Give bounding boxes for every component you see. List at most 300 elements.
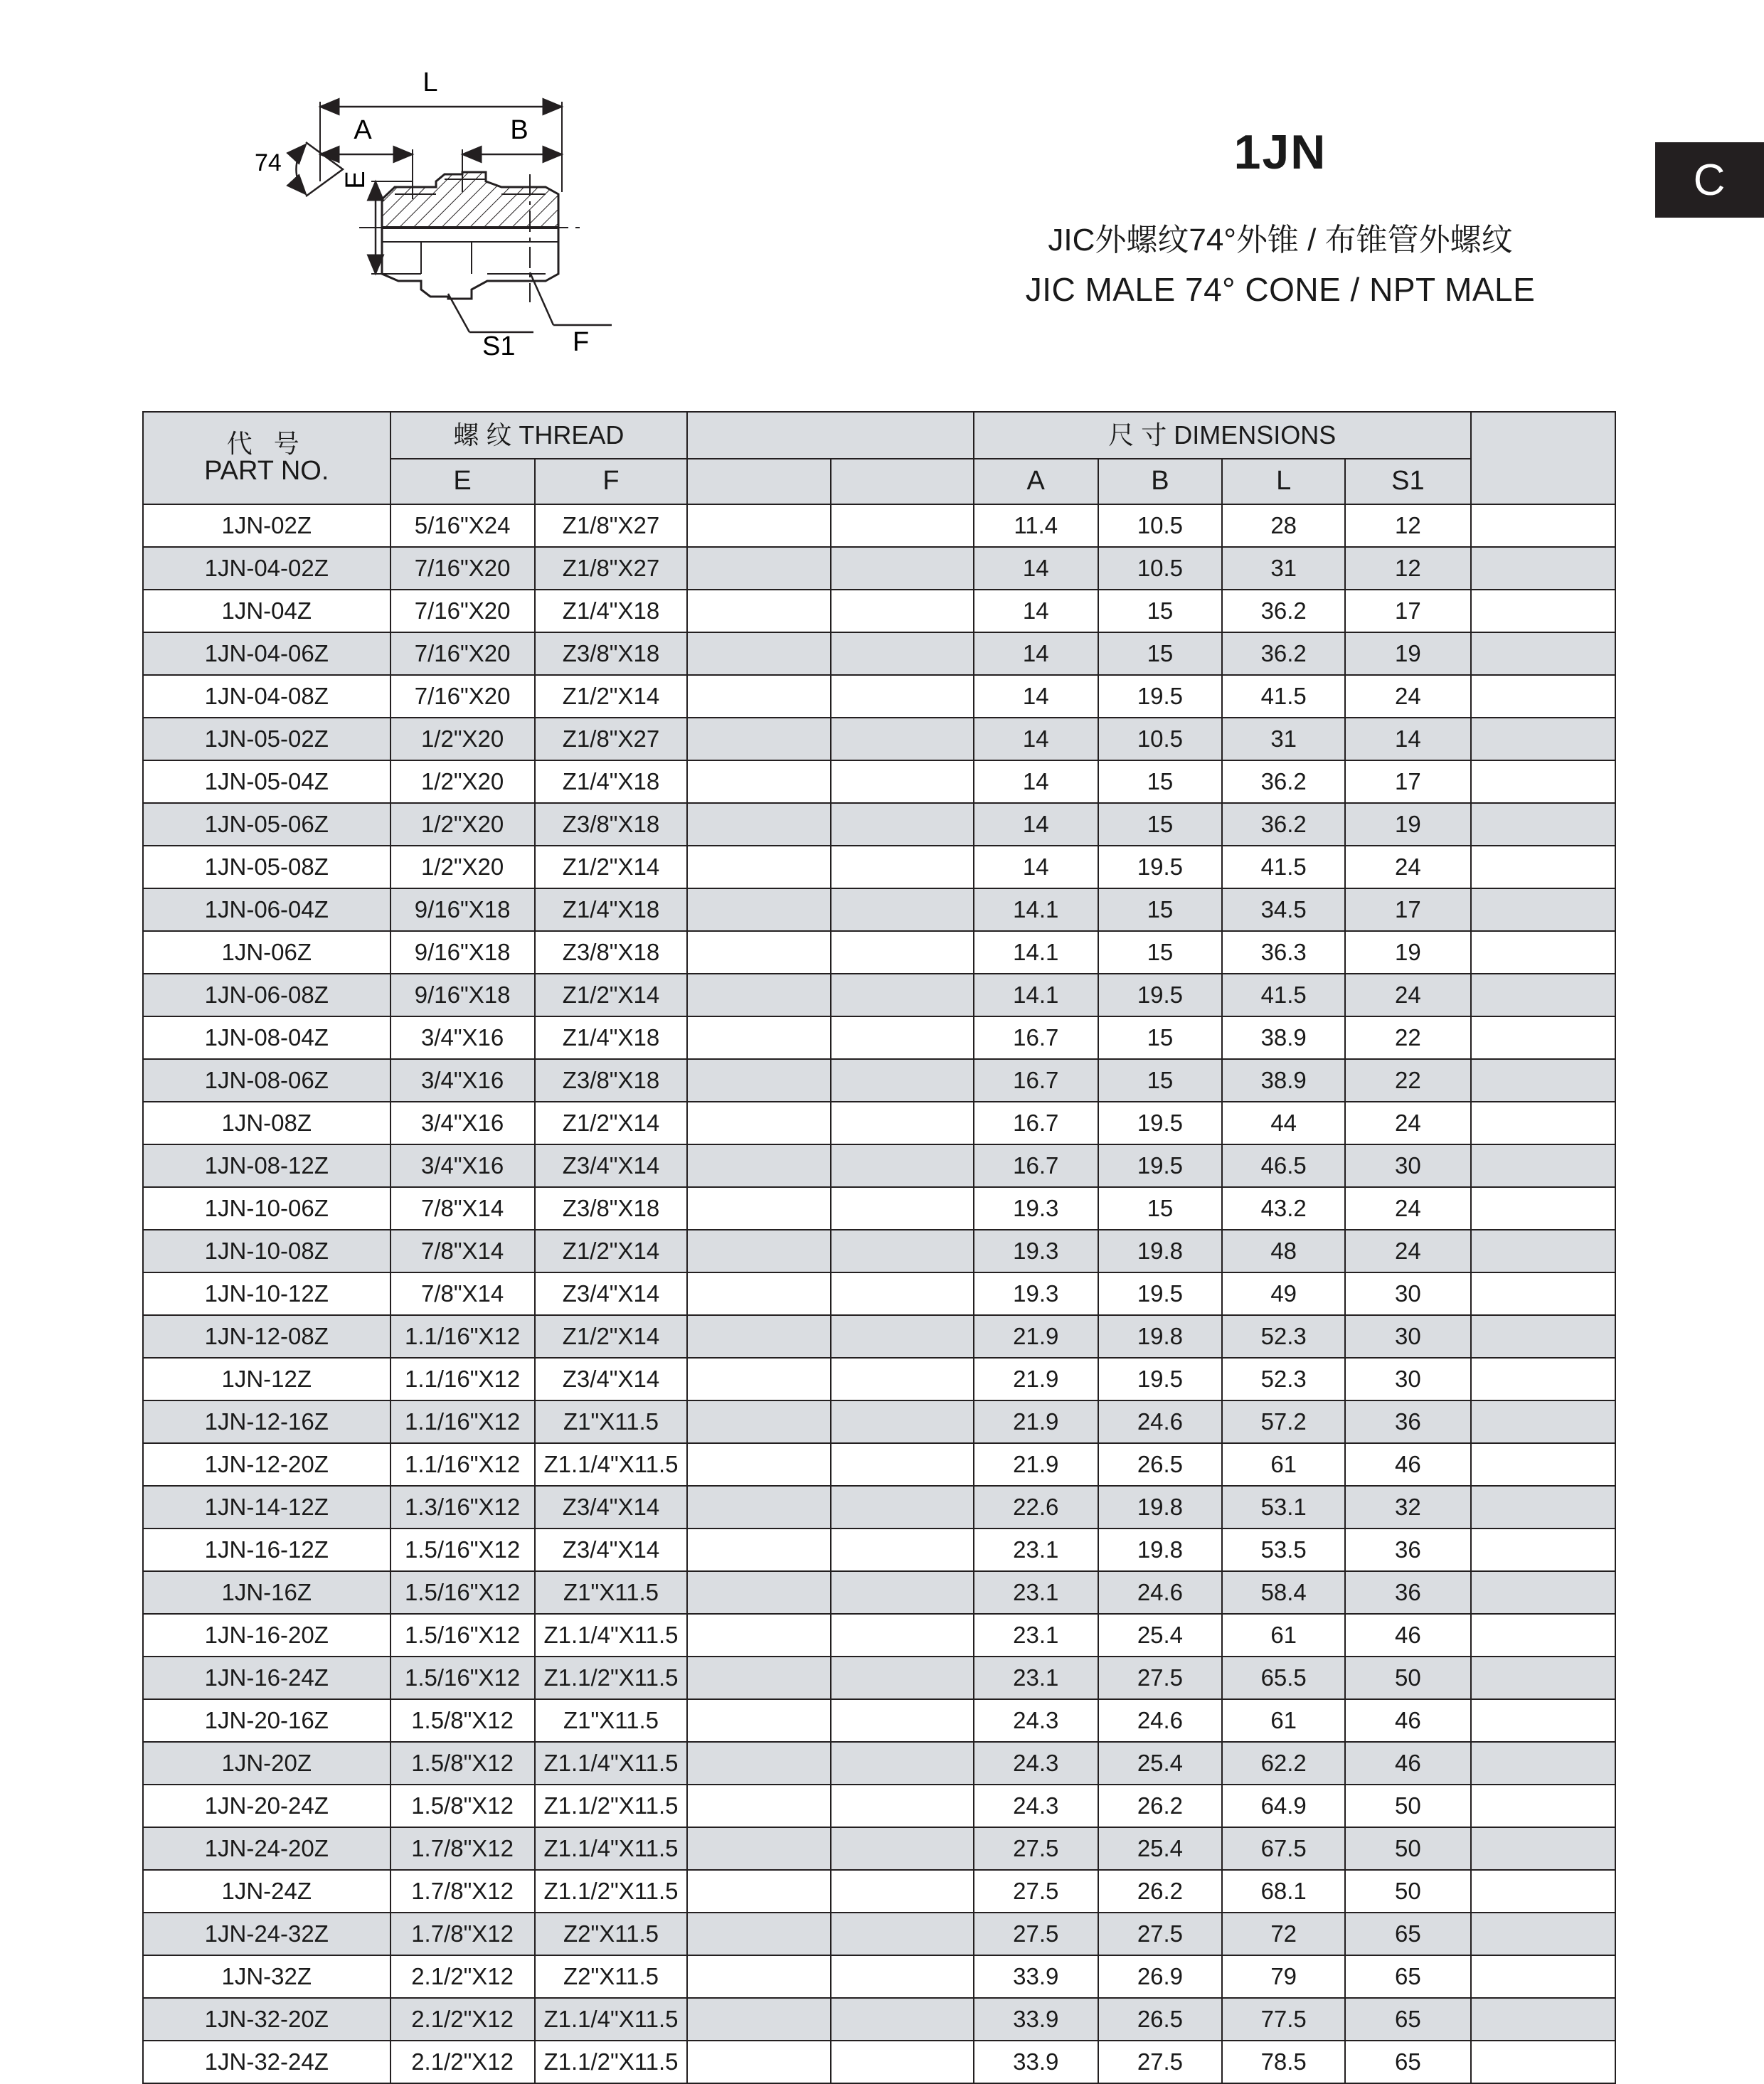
cell-blank-2	[831, 1827, 974, 1870]
cell-part-no: 1JN-20-24Z	[143, 1785, 390, 1827]
cell-s1: 14	[1345, 718, 1471, 760]
cell-e: 1.1/16"X12	[390, 1443, 535, 1486]
cell-blank-1	[687, 1187, 830, 1230]
cell-b: 19.5	[1098, 1102, 1223, 1144]
cell-blank-2	[831, 1913, 974, 1955]
cell-b: 15	[1098, 1016, 1223, 1059]
cell-l: 48	[1222, 1230, 1345, 1272]
cell-f: Z1/4"X18	[535, 590, 688, 632]
cell-s1: 30	[1345, 1272, 1471, 1315]
cell-f: Z1.1/2"X11.5	[535, 2041, 688, 2083]
cell-blank-3	[1471, 1614, 1615, 1657]
fitting-body-lower	[382, 228, 558, 299]
cell-b: 10.5	[1098, 504, 1223, 547]
cell-blank-2	[831, 931, 974, 974]
column-header-blank-a	[687, 459, 830, 504]
cell-blank-2	[831, 590, 974, 632]
cell-l: 62.2	[1222, 1742, 1345, 1785]
cell-b: 19.8	[1098, 1315, 1223, 1358]
dim-label-E: E	[341, 171, 371, 189]
cell-e: 7/16"X20	[390, 547, 535, 590]
cell-b: 15	[1098, 803, 1223, 846]
table-row	[143, 974, 1615, 1016]
table-row	[143, 1614, 1615, 1657]
cell-s1: 24	[1345, 974, 1471, 1016]
cell-e: 1.3/16"X12	[390, 1486, 535, 1529]
cell-f: Z3/8"X18	[535, 803, 688, 846]
cell-blank-2	[831, 632, 974, 675]
cell-blank-1	[687, 1955, 830, 1998]
cell-b: 19.5	[1098, 1272, 1223, 1315]
cell-b: 15	[1098, 632, 1223, 675]
cell-blank-2	[831, 888, 974, 931]
cell-blank-1	[687, 1529, 830, 1571]
cell-blank-3	[1471, 803, 1615, 846]
cell-f: Z1/4"X18	[535, 888, 688, 931]
cell-s1: 19	[1345, 931, 1471, 974]
table-header	[143, 412, 1615, 504]
cell-l: 44	[1222, 1102, 1345, 1144]
cell-blank-1	[687, 1059, 830, 1102]
subtitle-chinese: JIC外螺纹74°外锥 / 布锥管外螺纹	[1048, 223, 1513, 257]
cell-a: 21.9	[974, 1443, 1098, 1486]
cell-blank-1	[687, 1016, 830, 1059]
cell-s1: 17	[1345, 590, 1471, 632]
cell-s1: 65	[1345, 1998, 1471, 2041]
cell-blank-1	[687, 1272, 830, 1315]
degree-symbol-icon: °	[289, 150, 294, 166]
cell-blank-1	[687, 1443, 830, 1486]
column-group-header-thread: 螺 纹 THREAD	[390, 412, 688, 459]
cell-s1: 30	[1345, 1358, 1471, 1400]
cell-l: 34.5	[1222, 888, 1345, 931]
cell-b: 27.5	[1098, 1913, 1223, 1955]
cell-blank-2	[831, 1742, 974, 1785]
cell-s1: 19	[1345, 803, 1471, 846]
cell-b: 15	[1098, 590, 1223, 632]
cell-l: 36.3	[1222, 931, 1345, 974]
cell-b: 25.4	[1098, 1827, 1223, 1870]
cell-blank-3	[1471, 1315, 1615, 1358]
cell-b: 26.5	[1098, 1443, 1223, 1486]
cell-s1: 22	[1345, 1059, 1471, 1102]
cell-blank-2	[831, 974, 974, 1016]
table-row	[143, 1443, 1615, 1486]
cell-l: 28	[1222, 504, 1345, 547]
cell-blank-2	[831, 1144, 974, 1187]
cell-blank-3	[1471, 1998, 1615, 2041]
cell-e: 3/4"X16	[390, 1059, 535, 1102]
cell-blank-2	[831, 1571, 974, 1614]
cell-a: 14	[974, 846, 1098, 888]
cell-blank-2	[831, 1614, 974, 1657]
cell-blank-1	[687, 1486, 830, 1529]
cell-s1: 50	[1345, 1657, 1471, 1699]
specifications-table	[142, 411, 1616, 2084]
cell-blank-1	[687, 718, 830, 760]
cell-blank-1	[687, 1358, 830, 1400]
cell-blank-1	[687, 1657, 830, 1699]
cell-blank-3	[1471, 1059, 1615, 1102]
cell-l: 31	[1222, 718, 1345, 760]
cell-f: Z2"X11.5	[535, 1955, 688, 1998]
cell-f: Z3/4"X14	[535, 1144, 688, 1187]
cell-part-no: 1JN-10-12Z	[143, 1272, 390, 1315]
cell-l: 52.3	[1222, 1358, 1345, 1400]
cell-a: 14	[974, 590, 1098, 632]
cell-f: Z3/4"X14	[535, 1486, 688, 1529]
column-header-blank-b	[831, 459, 974, 504]
table-row	[143, 675, 1615, 718]
cell-blank-1	[687, 1913, 830, 1955]
cell-blank-3	[1471, 1742, 1615, 1785]
cell-blank-3	[1471, 1955, 1615, 1998]
column-header-b: B	[1098, 459, 1223, 504]
section-tab-label: C	[1693, 155, 1726, 205]
cell-l: 72	[1222, 1913, 1345, 1955]
column-header-part-no-cn: 代 号	[226, 429, 307, 459]
cell-s1: 65	[1345, 1913, 1471, 1955]
cell-f: Z1.1/4"X11.5	[535, 1998, 688, 2041]
table-row	[143, 803, 1615, 846]
table-row	[143, 1059, 1615, 1102]
cell-blank-3	[1471, 632, 1615, 675]
cell-blank-3	[1471, 846, 1615, 888]
cell-a: 24.3	[974, 1742, 1098, 1785]
cell-e: 7/16"X20	[390, 675, 535, 718]
cell-blank-3	[1471, 2041, 1615, 2083]
cell-a: 21.9	[974, 1400, 1098, 1443]
cell-blank-1	[687, 1315, 830, 1358]
cell-part-no: 1JN-32-24Z	[143, 2041, 390, 2083]
cell-blank-1	[687, 1614, 830, 1657]
cell-l: 67.5	[1222, 1827, 1345, 1870]
title-block	[925, 125, 1636, 311]
cell-f: Z1/2"X14	[535, 1315, 688, 1358]
cell-b: 19.5	[1098, 974, 1223, 1016]
cell-b: 27.5	[1098, 2041, 1223, 2083]
cell-blank-1	[687, 504, 830, 547]
table-row	[143, 1742, 1615, 1785]
cell-b: 15	[1098, 888, 1223, 931]
cell-e: 9/16"X18	[390, 931, 535, 974]
column-header-s1: S1	[1345, 459, 1471, 504]
cell-s1: 24	[1345, 1230, 1471, 1272]
cell-b: 10.5	[1098, 718, 1223, 760]
cell-s1: 36	[1345, 1571, 1471, 1614]
cell-e: 1.5/16"X12	[390, 1657, 535, 1699]
cell-f: Z3/8"X18	[535, 1187, 688, 1230]
cell-a: 14	[974, 632, 1098, 675]
cell-e: 1/2"X20	[390, 846, 535, 888]
cell-s1: 65	[1345, 1955, 1471, 1998]
section-tab-marker	[1655, 142, 1764, 218]
cell-e: 1.5/8"X12	[390, 1699, 535, 1742]
cell-b: 10.5	[1098, 547, 1223, 590]
cell-s1: 50	[1345, 1827, 1471, 1870]
cell-blank-1	[687, 1742, 830, 1785]
cell-l: 61	[1222, 1443, 1345, 1486]
cell-s1: 30	[1345, 1144, 1471, 1187]
table-row	[143, 1699, 1615, 1742]
cell-a: 14	[974, 718, 1098, 760]
cell-blank-3	[1471, 888, 1615, 931]
cell-a: 14	[974, 547, 1098, 590]
cell-l: 61	[1222, 1699, 1345, 1742]
cell-blank-2	[831, 504, 974, 547]
cell-b: 24.6	[1098, 1699, 1223, 1742]
table-row	[143, 1955, 1615, 1998]
cell-a: 11.4	[974, 504, 1098, 547]
cell-s1: 17	[1345, 760, 1471, 803]
cell-l: 49	[1222, 1272, 1345, 1315]
cell-blank-2	[831, 1955, 974, 1998]
cell-part-no: 1JN-20Z	[143, 1742, 390, 1785]
cell-part-no: 1JN-16-24Z	[143, 1657, 390, 1699]
cell-f: Z1.1/2"X11.5	[535, 1785, 688, 1827]
cell-blank-3	[1471, 1699, 1615, 1742]
column-header-part-no-en: PART NO.	[204, 455, 329, 486]
cell-e: 7/8"X14	[390, 1187, 535, 1230]
cell-e: 1.5/8"X12	[390, 1785, 535, 1827]
cell-blank-1	[687, 1230, 830, 1272]
cell-a: 24.3	[974, 1785, 1098, 1827]
cell-l: 41.5	[1222, 974, 1345, 1016]
cell-l: 53.1	[1222, 1486, 1345, 1529]
cell-a: 24.3	[974, 1699, 1098, 1742]
table-row	[143, 547, 1615, 590]
cell-a: 19.3	[974, 1272, 1098, 1315]
cell-blank-2	[831, 1657, 974, 1699]
cell-part-no: 1JN-06Z	[143, 931, 390, 974]
column-header-l: L	[1222, 459, 1345, 504]
table-row	[143, 1998, 1615, 2041]
cell-e: 3/4"X16	[390, 1144, 535, 1187]
table-row	[143, 1144, 1615, 1187]
cell-blank-3	[1471, 760, 1615, 803]
column-header-a: A	[974, 459, 1098, 504]
cell-f: Z1/8"X27	[535, 547, 688, 590]
cell-blank-2	[831, 1230, 974, 1272]
dim-label-L: L	[423, 68, 438, 97]
cell-part-no: 1JN-08Z	[143, 1102, 390, 1144]
cell-blank-3	[1471, 1016, 1615, 1059]
cell-a: 16.7	[974, 1059, 1098, 1102]
cell-a: 16.7	[974, 1016, 1098, 1059]
cell-e: 1.5/8"X12	[390, 1742, 535, 1785]
cell-b: 15	[1098, 1059, 1223, 1102]
cell-blank-3	[1471, 1272, 1615, 1315]
cell-blank-2	[831, 1998, 974, 2041]
cell-blank-3	[1471, 1657, 1615, 1699]
cell-a: 14.1	[974, 888, 1098, 931]
cell-part-no: 1JN-24Z	[143, 1870, 390, 1913]
cell-part-no: 1JN-05-08Z	[143, 846, 390, 888]
cell-blank-2	[831, 1059, 974, 1102]
cell-blank-2	[831, 675, 974, 718]
cell-b: 19.8	[1098, 1486, 1223, 1529]
cell-part-no: 1JN-24-20Z	[143, 1827, 390, 1870]
cell-blank-1	[687, 590, 830, 632]
cell-blank-3	[1471, 1443, 1615, 1486]
table-row	[143, 1913, 1615, 1955]
cell-f: Z3/4"X14	[535, 1272, 688, 1315]
cell-blank-2	[831, 1443, 974, 1486]
cell-part-no: 1JN-12-08Z	[143, 1315, 390, 1358]
table-row	[143, 1785, 1615, 1827]
table-row	[143, 888, 1615, 931]
cell-blank-2	[831, 1016, 974, 1059]
cell-e: 2.1/2"X12	[390, 1998, 535, 2041]
page-title: 1JN	[1233, 125, 1327, 179]
cell-part-no: 1JN-06-04Z	[143, 888, 390, 931]
cell-e: 2.1/2"X12	[390, 2041, 535, 2083]
cell-f: Z1/2"X14	[535, 1102, 688, 1144]
dim-label-F: F	[573, 327, 590, 357]
cell-s1: 12	[1345, 547, 1471, 590]
cell-blank-3	[1471, 931, 1615, 974]
cell-e: 3/4"X16	[390, 1016, 535, 1059]
table-body	[143, 504, 1615, 2083]
cell-blank-3	[1471, 1827, 1615, 1870]
cell-f: Z1/2"X14	[535, 675, 688, 718]
cell-part-no: 1JN-08-06Z	[143, 1059, 390, 1102]
cell-s1: 46	[1345, 1614, 1471, 1657]
cell-f: Z1/8"X27	[535, 718, 688, 760]
cell-blank-2	[831, 1315, 974, 1358]
cell-f: Z2"X11.5	[535, 1913, 688, 1955]
cell-blank-3	[1471, 1486, 1615, 1529]
cell-blank-3	[1471, 675, 1615, 718]
cell-e: 7/16"X20	[390, 590, 535, 632]
cell-part-no: 1JN-24-32Z	[143, 1913, 390, 1955]
cell-b: 15	[1098, 1187, 1223, 1230]
column-header-blank-trailing	[1471, 412, 1615, 504]
cell-f: Z1.1/2"X11.5	[535, 1657, 688, 1699]
cell-e: 1.1/16"X12	[390, 1400, 535, 1443]
cell-e: 9/16"X18	[390, 888, 535, 931]
cell-e: 1.7/8"X12	[390, 1870, 535, 1913]
cell-b: 19.8	[1098, 1529, 1223, 1571]
cell-s1: 32	[1345, 1486, 1471, 1529]
cell-b: 26.2	[1098, 1785, 1223, 1827]
table-row	[143, 1102, 1615, 1144]
cell-part-no: 1JN-14-12Z	[143, 1486, 390, 1529]
cell-blank-2	[831, 1529, 974, 1571]
cell-s1: 36	[1345, 1529, 1471, 1571]
column-header-part-no	[143, 412, 390, 504]
cell-part-no: 1JN-08-04Z	[143, 1016, 390, 1059]
cell-a: 14	[974, 803, 1098, 846]
cell-blank-2	[831, 846, 974, 888]
cell-e: 1.1/16"X12	[390, 1358, 535, 1400]
cell-part-no: 1JN-08-12Z	[143, 1144, 390, 1187]
cell-part-no: 1JN-10-08Z	[143, 1230, 390, 1272]
cell-f: Z1/2"X14	[535, 846, 688, 888]
cell-part-no: 1JN-04-08Z	[143, 675, 390, 718]
cell-blank-1	[687, 1699, 830, 1742]
cell-blank-1	[687, 760, 830, 803]
cell-blank-2	[831, 1870, 974, 1913]
cell-blank-1	[687, 888, 830, 931]
cell-l: 77.5	[1222, 1998, 1345, 2041]
cell-a: 19.3	[974, 1230, 1098, 1272]
cell-l: 68.1	[1222, 1870, 1345, 1913]
cell-part-no: 1JN-02Z	[143, 504, 390, 547]
cell-blank-2	[831, 1486, 974, 1529]
cell-f: Z1/2"X14	[535, 1230, 688, 1272]
table-row	[143, 1230, 1615, 1272]
cell-blank-1	[687, 632, 830, 675]
cell-blank-2	[831, 1400, 974, 1443]
cell-b: 25.4	[1098, 1742, 1223, 1785]
cell-blank-3	[1471, 547, 1615, 590]
cell-s1: 46	[1345, 1742, 1471, 1785]
cell-e: 1.7/8"X12	[390, 1913, 535, 1955]
cell-e: 1.5/16"X12	[390, 1529, 535, 1571]
table-row	[143, 1400, 1615, 1443]
dim-label-S1: S1	[482, 331, 516, 361]
table-row	[143, 1358, 1615, 1400]
cell-a: 33.9	[974, 1955, 1098, 1998]
cell-f: Z1.1/4"X11.5	[535, 1443, 688, 1486]
cell-l: 41.5	[1222, 675, 1345, 718]
cell-f: Z1.1/4"X11.5	[535, 1742, 688, 1785]
table-row	[143, 1571, 1615, 1614]
cell-part-no: 1JN-04-06Z	[143, 632, 390, 675]
cell-blank-2	[831, 1785, 974, 1827]
cell-a: 19.3	[974, 1187, 1098, 1230]
cell-blank-1	[687, 974, 830, 1016]
table-row	[143, 1272, 1615, 1315]
cell-a: 16.7	[974, 1144, 1098, 1187]
cell-part-no: 1JN-05-02Z	[143, 718, 390, 760]
cell-blank-3	[1471, 718, 1615, 760]
cell-l: 41.5	[1222, 846, 1345, 888]
cell-s1: 65	[1345, 2041, 1471, 2083]
cell-l: 46.5	[1222, 1144, 1345, 1187]
column-group-header-dimensions: 尺 寸 DIMENSIONS	[974, 412, 1471, 459]
cell-a: 27.5	[974, 1827, 1098, 1870]
table-row	[143, 1486, 1615, 1529]
column-header-e: E	[390, 459, 535, 504]
cell-e: 7/8"X14	[390, 1272, 535, 1315]
cell-l: 57.2	[1222, 1400, 1345, 1443]
cell-part-no: 1JN-16Z	[143, 1571, 390, 1614]
cell-l: 43.2	[1222, 1187, 1345, 1230]
cell-b: 19.5	[1098, 1358, 1223, 1400]
subtitle-english: JIC MALE 74° CONE / NPT MALE	[1025, 271, 1536, 308]
cell-part-no: 1JN-04Z	[143, 590, 390, 632]
cell-l: 64.9	[1222, 1785, 1345, 1827]
cell-part-no: 1JN-04-02Z	[143, 547, 390, 590]
cell-part-no: 1JN-32-20Z	[143, 1998, 390, 2041]
cell-e: 1/2"X20	[390, 760, 535, 803]
cell-a: 33.9	[974, 1998, 1098, 2041]
cell-e: 3/4"X16	[390, 1102, 535, 1144]
cell-f: Z1/4"X18	[535, 760, 688, 803]
cell-s1: 50	[1345, 1870, 1471, 1913]
cell-a: 23.1	[974, 1529, 1098, 1571]
cell-f: Z1"X11.5	[535, 1699, 688, 1742]
cell-blank-3	[1471, 1870, 1615, 1913]
cell-blank-3	[1471, 504, 1615, 547]
cell-blank-2	[831, 718, 974, 760]
cell-f: Z1.1/4"X11.5	[535, 1614, 688, 1657]
cell-blank-3	[1471, 974, 1615, 1016]
table-row	[143, 1870, 1615, 1913]
cell-a: 23.1	[974, 1614, 1098, 1657]
